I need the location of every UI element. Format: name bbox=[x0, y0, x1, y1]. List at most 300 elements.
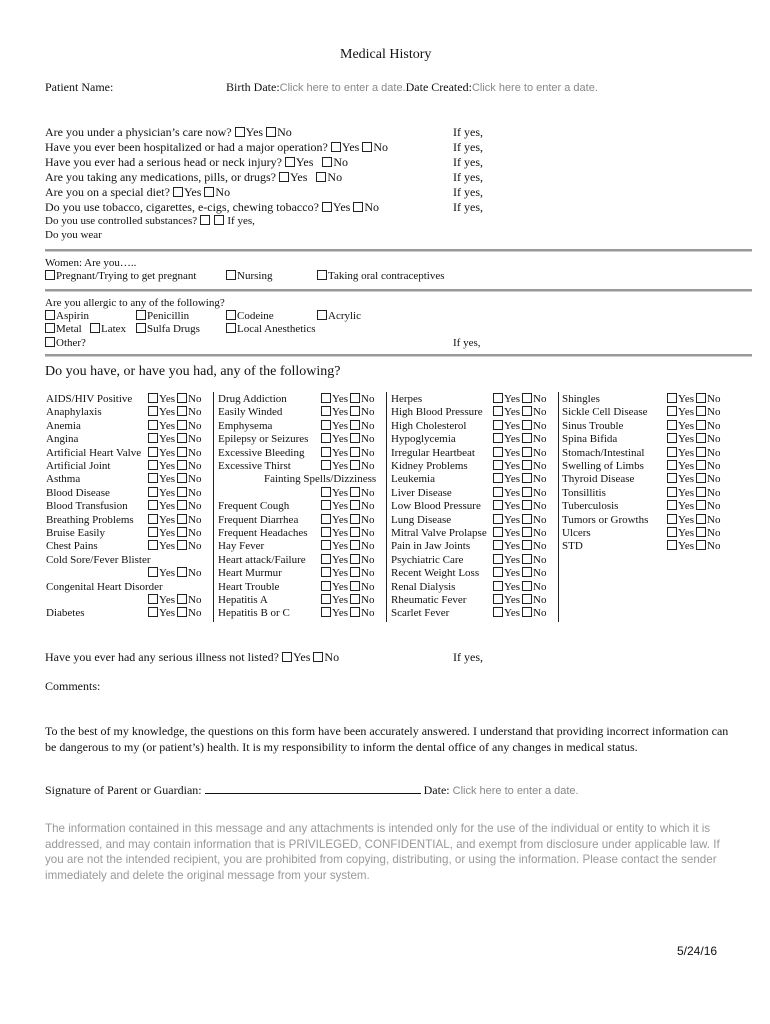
no-label: No bbox=[533, 567, 547, 580]
yes-label: Yes bbox=[295, 155, 314, 169]
yes-checkbox[interactable] bbox=[148, 447, 158, 457]
no-checkbox[interactable] bbox=[350, 554, 360, 564]
checkbox[interactable] bbox=[226, 270, 236, 280]
yes-label: Yes bbox=[504, 594, 521, 606]
condition-yes-no bbox=[493, 420, 546, 432]
no-checkbox[interactable] bbox=[350, 567, 360, 577]
no-checkbox[interactable] bbox=[350, 487, 360, 497]
no-checkbox[interactable] bbox=[696, 540, 706, 550]
checkbox[interactable] bbox=[136, 323, 146, 333]
yes-checkbox[interactable] bbox=[667, 500, 677, 510]
no-checkbox[interactable] bbox=[177, 514, 187, 524]
checkbox[interactable] bbox=[45, 323, 55, 333]
condition-yes-no bbox=[148, 567, 201, 579]
condition-yes-no bbox=[667, 447, 720, 459]
checkbox[interactable] bbox=[317, 270, 327, 280]
no-label: No bbox=[361, 393, 375, 405]
yes-label: Yes bbox=[159, 607, 176, 620]
condition-yes-no bbox=[148, 420, 201, 432]
yes-label: Yes bbox=[678, 393, 695, 405]
condition-yes-no bbox=[321, 487, 374, 499]
yes-checkbox[interactable] bbox=[148, 420, 158, 430]
yes-checkbox[interactable] bbox=[493, 460, 503, 470]
yes-checkbox[interactable] bbox=[321, 607, 331, 617]
yes-checkbox[interactable] bbox=[493, 393, 503, 403]
no-label: No bbox=[533, 580, 547, 593]
no-checkbox[interactable] bbox=[177, 393, 187, 403]
condition-yes-no bbox=[148, 527, 201, 539]
no-checkbox[interactable] bbox=[350, 420, 360, 430]
yes-checkbox[interactable] bbox=[148, 527, 158, 537]
checkbox[interactable] bbox=[136, 310, 146, 320]
yes-label: Yes bbox=[332, 607, 349, 620]
condition-yes-no bbox=[493, 393, 546, 405]
yes-checkbox[interactable] bbox=[667, 447, 677, 457]
yes-label: Yes bbox=[332, 393, 349, 405]
no-checkbox[interactable] bbox=[522, 567, 532, 577]
condition-label: Easily Winded bbox=[218, 406, 283, 419]
condition-label: Excessive Bleeding bbox=[218, 446, 305, 459]
yes-checkbox[interactable] bbox=[493, 527, 503, 537]
yes-label: Yes bbox=[159, 406, 176, 419]
no-checkbox[interactable] bbox=[350, 594, 360, 604]
women-option[interactable] bbox=[317, 270, 445, 282]
allergy-option[interactable] bbox=[136, 310, 189, 322]
allergy-option[interactable] bbox=[317, 310, 361, 322]
condition-yes-no bbox=[321, 514, 374, 526]
no-checkbox[interactable] bbox=[362, 142, 372, 152]
yes-checkbox[interactable] bbox=[493, 554, 503, 564]
condition-label: Congenital Heart Disorder bbox=[46, 580, 163, 593]
no-checkbox[interactable] bbox=[177, 594, 187, 604]
condition-yes-no bbox=[148, 393, 201, 405]
no-checkbox[interactable] bbox=[177, 433, 187, 443]
no-checkbox[interactable] bbox=[177, 487, 187, 497]
yes-label: Yes bbox=[678, 419, 695, 432]
yes-label: Yes bbox=[504, 460, 521, 472]
yes-checkbox[interactable] bbox=[321, 487, 331, 497]
no-checkbox[interactable] bbox=[696, 487, 706, 497]
no-label: No bbox=[188, 460, 202, 472]
yes-checkbox[interactable] bbox=[321, 540, 331, 550]
condition-yes-no bbox=[148, 594, 201, 606]
condition-label: Shingles bbox=[562, 393, 600, 405]
if-yes-label: If yes, bbox=[453, 650, 483, 664]
condition-yes-no bbox=[493, 500, 546, 512]
no-label: No bbox=[707, 460, 721, 472]
no-checkbox[interactable] bbox=[696, 514, 706, 524]
no-checkbox[interactable] bbox=[696, 420, 706, 430]
yes-checkbox[interactable] bbox=[493, 433, 503, 443]
yes-checkbox[interactable] bbox=[321, 406, 331, 416]
yes-checkbox[interactable] bbox=[493, 447, 503, 457]
condition-label: Blood Disease bbox=[46, 486, 110, 499]
yes-checkbox[interactable] bbox=[148, 473, 158, 483]
no-label: No bbox=[533, 473, 547, 486]
yes-label: Yes bbox=[332, 594, 349, 606]
no-label: No bbox=[533, 406, 547, 419]
yes-label: Yes bbox=[678, 473, 695, 486]
no-checkbox[interactable] bbox=[177, 567, 187, 577]
yes-label: Yes bbox=[332, 460, 349, 472]
condition-yes-no bbox=[148, 487, 201, 499]
no-checkbox[interactable] bbox=[696, 473, 706, 483]
no-label: No bbox=[533, 527, 547, 539]
yes-checkbox[interactable] bbox=[321, 514, 331, 524]
condition-yes-no bbox=[493, 473, 546, 485]
no-checkbox[interactable] bbox=[696, 460, 706, 470]
no-checkbox[interactable] bbox=[350, 406, 360, 416]
no-label: No bbox=[188, 419, 202, 432]
women-option[interactable] bbox=[45, 270, 196, 282]
yes-checkbox[interactable] bbox=[321, 393, 331, 403]
if-yes-label: If yes, bbox=[227, 215, 255, 227]
yes-checkbox[interactable] bbox=[493, 406, 503, 416]
signature-date-field[interactable]: Click here to enter a date. bbox=[452, 785, 579, 797]
yes-checkbox[interactable] bbox=[321, 420, 331, 430]
yes-label: Yes bbox=[159, 567, 176, 580]
condition-label: STD bbox=[562, 540, 583, 553]
no-checkbox[interactable] bbox=[350, 447, 360, 457]
condition-label: Lung Disease bbox=[391, 513, 452, 526]
condition-yes-no bbox=[148, 607, 201, 619]
no-checkbox[interactable] bbox=[522, 393, 532, 403]
yes-checkbox[interactable] bbox=[667, 540, 677, 550]
yes-checkbox[interactable] bbox=[321, 527, 331, 537]
yes-checkbox[interactable] bbox=[235, 127, 245, 137]
no-label: No bbox=[188, 500, 202, 513]
no-checkbox[interactable] bbox=[313, 652, 323, 662]
no-checkbox[interactable] bbox=[350, 514, 360, 524]
checkbox[interactable] bbox=[317, 310, 327, 320]
condition-label: Drug Addiction bbox=[218, 393, 287, 405]
allergy-option[interactable] bbox=[90, 323, 126, 335]
yes-label: Yes bbox=[504, 513, 521, 526]
no-checkbox[interactable] bbox=[522, 607, 532, 617]
no-checkbox[interactable] bbox=[214, 215, 224, 225]
no-checkbox[interactable] bbox=[177, 406, 187, 416]
condition-label: Rheumatic Fever bbox=[391, 594, 467, 606]
checkbox[interactable] bbox=[45, 337, 55, 347]
condition-label: Liver Disease bbox=[391, 486, 452, 499]
signature-line[interactable] bbox=[205, 783, 421, 794]
yes-checkbox[interactable] bbox=[493, 420, 503, 430]
condition-label: High Cholesterol bbox=[391, 419, 467, 432]
no-label: No bbox=[707, 406, 721, 419]
yes-checkbox[interactable] bbox=[667, 473, 677, 483]
yes-checkbox[interactable] bbox=[667, 514, 677, 524]
option-label: Penicillin bbox=[147, 310, 190, 322]
condition-label: High Blood Pressure bbox=[391, 406, 483, 419]
no-label: No bbox=[707, 527, 721, 539]
date-created-field[interactable]: Click here to enter a date. bbox=[471, 82, 598, 94]
yes-checkbox[interactable] bbox=[321, 447, 331, 457]
no-checkbox[interactable] bbox=[522, 500, 532, 510]
no-checkbox[interactable] bbox=[696, 447, 706, 457]
no-checkbox[interactable] bbox=[522, 460, 532, 470]
question-text: Have you ever had a serious head or neck injury? bbox=[45, 155, 282, 169]
checkbox[interactable] bbox=[45, 310, 55, 320]
yes-checkbox[interactable] bbox=[321, 581, 331, 591]
no-checkbox[interactable] bbox=[522, 487, 532, 497]
no-label: No bbox=[707, 473, 721, 486]
no-checkbox[interactable] bbox=[177, 420, 187, 430]
yes-checkbox[interactable] bbox=[148, 540, 158, 550]
no-checkbox[interactable] bbox=[266, 127, 276, 137]
no-checkbox[interactable] bbox=[350, 607, 360, 617]
no-checkbox[interactable] bbox=[350, 433, 360, 443]
yes-checkbox[interactable] bbox=[322, 202, 332, 212]
no-checkbox[interactable] bbox=[522, 406, 532, 416]
condition-label: Tonsillitis bbox=[562, 486, 606, 499]
no-checkbox[interactable] bbox=[696, 500, 706, 510]
no-checkbox[interactable] bbox=[177, 607, 187, 617]
no-label: No bbox=[533, 500, 547, 513]
no-label: No bbox=[361, 500, 375, 513]
yes-checkbox[interactable] bbox=[321, 594, 331, 604]
condition-label: Psychiatric Care bbox=[391, 553, 464, 566]
yes-label: Yes bbox=[504, 607, 521, 620]
yes-checkbox[interactable] bbox=[667, 420, 677, 430]
no-checkbox[interactable] bbox=[350, 540, 360, 550]
yes-label: Yes bbox=[332, 540, 349, 553]
no-label: No bbox=[364, 200, 380, 214]
no-checkbox[interactable] bbox=[204, 187, 214, 197]
yes-checkbox[interactable] bbox=[200, 215, 210, 225]
condition-label: Kidney Problems bbox=[391, 460, 468, 472]
condition-yes-no bbox=[321, 500, 374, 512]
yes-label: Yes bbox=[678, 406, 695, 419]
no-label: No bbox=[707, 486, 721, 499]
condition-yes-no bbox=[667, 527, 720, 539]
no-checkbox[interactable] bbox=[350, 527, 360, 537]
yes-label: Yes bbox=[332, 419, 349, 432]
yes-checkbox[interactable] bbox=[667, 393, 677, 403]
no-label: No bbox=[361, 406, 375, 419]
no-checkbox[interactable] bbox=[696, 393, 706, 403]
yes-label: Yes bbox=[332, 406, 349, 419]
yes-checkbox[interactable] bbox=[148, 433, 158, 443]
condition-label: Renal Dialysis bbox=[391, 580, 456, 593]
no-label: No bbox=[188, 540, 202, 553]
birth-date-field[interactable]: Click here to enter a date. bbox=[279, 82, 406, 94]
patient-name-label: Patient Name: bbox=[45, 80, 114, 94]
condition-yes-no bbox=[321, 393, 374, 405]
no-label: No bbox=[188, 607, 202, 620]
yes-checkbox[interactable] bbox=[493, 473, 503, 483]
no-checkbox[interactable] bbox=[522, 540, 532, 550]
condition-label: Epilepsy or Seizures bbox=[218, 433, 309, 446]
condition-label: Emphysema bbox=[218, 419, 273, 432]
condition-yes-no bbox=[321, 607, 374, 619]
allergy-option[interactable] bbox=[45, 337, 86, 349]
no-checkbox[interactable] bbox=[353, 202, 363, 212]
checkbox[interactable] bbox=[90, 323, 100, 333]
option-label: Metal bbox=[56, 323, 82, 335]
condition-yes-no bbox=[321, 406, 374, 418]
signature-label: Signature of Parent or Guardian: bbox=[45, 783, 202, 797]
option-label: Aspirin bbox=[56, 310, 89, 322]
yes-label: Yes bbox=[159, 486, 176, 499]
condition-yes-no bbox=[493, 527, 546, 539]
condition-label: Hepatitis B or C bbox=[218, 607, 290, 620]
yes-label: Yes bbox=[678, 486, 695, 499]
yes-checkbox[interactable] bbox=[493, 581, 503, 591]
yes-checkbox[interactable] bbox=[148, 514, 158, 524]
no-checkbox[interactable] bbox=[177, 500, 187, 510]
no-label: No bbox=[533, 607, 547, 620]
condition-label: Hepatitis A bbox=[218, 594, 268, 606]
condition-yes-no bbox=[321, 420, 374, 432]
yes-checkbox[interactable] bbox=[493, 567, 503, 577]
yes-checkbox[interactable] bbox=[493, 540, 503, 550]
if-yes-label: If yes, bbox=[453, 140, 483, 154]
condition-yes-no bbox=[321, 527, 374, 539]
yes-checkbox[interactable] bbox=[667, 406, 677, 416]
no-checkbox[interactable] bbox=[522, 420, 532, 430]
condition-label: Heart attack/Failure bbox=[218, 553, 306, 566]
yes-checkbox[interactable] bbox=[148, 487, 158, 497]
yes-checkbox[interactable] bbox=[493, 514, 503, 524]
no-checkbox[interactable] bbox=[696, 527, 706, 537]
no-checkbox[interactable] bbox=[177, 447, 187, 457]
question-text: Are you under a physician’s care now? bbox=[45, 125, 232, 139]
allergy-label: Are you allergic to any of the following? bbox=[45, 297, 225, 309]
yes-checkbox[interactable] bbox=[331, 142, 341, 152]
no-checkbox[interactable] bbox=[522, 473, 532, 483]
no-checkbox[interactable] bbox=[522, 554, 532, 564]
yes-checkbox[interactable] bbox=[321, 554, 331, 564]
yes-checkbox[interactable] bbox=[173, 187, 183, 197]
no-checkbox[interactable] bbox=[522, 433, 532, 443]
yes-checkbox[interactable] bbox=[148, 607, 158, 617]
condition-yes-no bbox=[148, 447, 201, 459]
condition-yes-no bbox=[493, 540, 546, 552]
condition-yes-no bbox=[493, 594, 546, 606]
yes-label: Yes bbox=[678, 500, 695, 513]
no-checkbox[interactable] bbox=[522, 581, 532, 591]
condition-label: Bruise Easily bbox=[46, 527, 105, 539]
no-checkbox[interactable] bbox=[350, 460, 360, 470]
no-label: No bbox=[361, 540, 375, 553]
yes-label: Yes bbox=[159, 513, 176, 526]
yes-checkbox[interactable] bbox=[493, 607, 503, 617]
comments-label: Comments: bbox=[45, 679, 101, 693]
no-label: No bbox=[188, 406, 202, 419]
yes-checkbox[interactable] bbox=[148, 406, 158, 416]
yes-checkbox[interactable] bbox=[493, 500, 503, 510]
yes-label: Yes bbox=[159, 393, 176, 405]
no-checkbox[interactable] bbox=[696, 406, 706, 416]
yes-label: Yes bbox=[159, 433, 176, 446]
yes-checkbox[interactable] bbox=[148, 393, 158, 403]
yes-checkbox[interactable] bbox=[321, 567, 331, 577]
yes-label: Yes bbox=[504, 393, 521, 405]
no-checkbox[interactable] bbox=[696, 433, 706, 443]
no-checkbox[interactable] bbox=[322, 157, 332, 167]
no-checkbox[interactable] bbox=[177, 473, 187, 483]
no-checkbox[interactable] bbox=[177, 540, 187, 550]
yes-checkbox[interactable] bbox=[667, 487, 677, 497]
condition-label: Heart Trouble bbox=[218, 580, 280, 593]
no-checkbox[interactable] bbox=[350, 500, 360, 510]
no-checkbox[interactable] bbox=[350, 581, 360, 591]
yes-label: Yes bbox=[332, 486, 349, 499]
checkbox[interactable] bbox=[226, 310, 236, 320]
no-label: No bbox=[373, 140, 389, 154]
checkbox[interactable] bbox=[45, 270, 55, 280]
yes-checkbox[interactable] bbox=[493, 594, 503, 604]
yes-label: Yes bbox=[332, 433, 349, 446]
option-label: Codeine bbox=[237, 310, 274, 322]
yes-checkbox[interactable] bbox=[321, 433, 331, 443]
condition-yes-no bbox=[148, 540, 201, 552]
yes-checkbox[interactable] bbox=[279, 172, 289, 182]
yes-checkbox[interactable] bbox=[493, 487, 503, 497]
allergy-option[interactable] bbox=[45, 310, 89, 322]
divider bbox=[45, 354, 752, 357]
no-checkbox[interactable] bbox=[522, 514, 532, 524]
condition-label: AIDS/HIV Positive bbox=[46, 393, 133, 405]
women-option[interactable] bbox=[226, 270, 272, 282]
condition-yes-no bbox=[493, 554, 546, 566]
checkbox[interactable] bbox=[226, 323, 236, 333]
allergy-option[interactable] bbox=[226, 310, 274, 322]
no-label: No bbox=[707, 433, 721, 446]
no-checkbox[interactable] bbox=[522, 527, 532, 537]
no-checkbox[interactable] bbox=[522, 447, 532, 457]
allergy-option[interactable] bbox=[226, 323, 316, 335]
no-label: No bbox=[361, 460, 375, 472]
disclaimer: The information contained in this message and any attachments is intended only for the use of the individual or entity to which it is addressed, and may contain information that is PRIVILEGED, CONFIDENTIAL, and exempt from disclosure under applicable law. If you are not the intended recipient, you are prohibited from copying, distributing, or using the information. Please contact the sender immediately and delete the original message from your system. bbox=[45, 822, 720, 882]
yes-label: Yes bbox=[504, 580, 521, 593]
question-text: Do you use tobacco, cigarettes, e-cigs, chewing tobacco? bbox=[45, 200, 319, 214]
allergy-option[interactable] bbox=[136, 323, 200, 335]
yes-checkbox[interactable] bbox=[148, 500, 158, 510]
no-checkbox[interactable] bbox=[316, 172, 326, 182]
condition-label: Scarlet Fever bbox=[391, 607, 450, 620]
yes-checkbox[interactable] bbox=[321, 460, 331, 470]
condition-yes-no bbox=[493, 514, 546, 526]
condition-yes-no bbox=[667, 433, 720, 445]
condition-label: Spina Bifida bbox=[562, 433, 618, 446]
if-yes-label: If yes, bbox=[453, 170, 483, 184]
no-checkbox[interactable] bbox=[522, 594, 532, 604]
no-checkbox[interactable] bbox=[177, 460, 187, 470]
condition-label: Cold Sore/Fever Blister bbox=[46, 553, 151, 566]
yes-label: Yes bbox=[159, 540, 176, 553]
yes-checkbox[interactable] bbox=[667, 433, 677, 443]
no-checkbox[interactable] bbox=[177, 527, 187, 537]
no-label: No bbox=[188, 393, 202, 405]
yes-checkbox[interactable] bbox=[667, 527, 677, 537]
yes-checkbox[interactable] bbox=[321, 500, 331, 510]
yes-checkbox[interactable] bbox=[667, 460, 677, 470]
condition-yes-no bbox=[321, 540, 374, 552]
yes-checkbox[interactable] bbox=[148, 460, 158, 470]
yes-checkbox[interactable] bbox=[285, 157, 295, 167]
no-checkbox[interactable] bbox=[350, 393, 360, 403]
allergy-option[interactable] bbox=[45, 323, 82, 335]
no-label: No bbox=[215, 185, 231, 199]
condition-yes-no bbox=[321, 581, 374, 593]
yes-checkbox[interactable] bbox=[282, 652, 292, 662]
yes-checkbox[interactable] bbox=[148, 567, 158, 577]
yes-checkbox[interactable] bbox=[148, 594, 158, 604]
yes-label: Yes bbox=[678, 513, 695, 526]
condition-yes-no bbox=[148, 433, 201, 445]
no-label: No bbox=[361, 607, 375, 620]
